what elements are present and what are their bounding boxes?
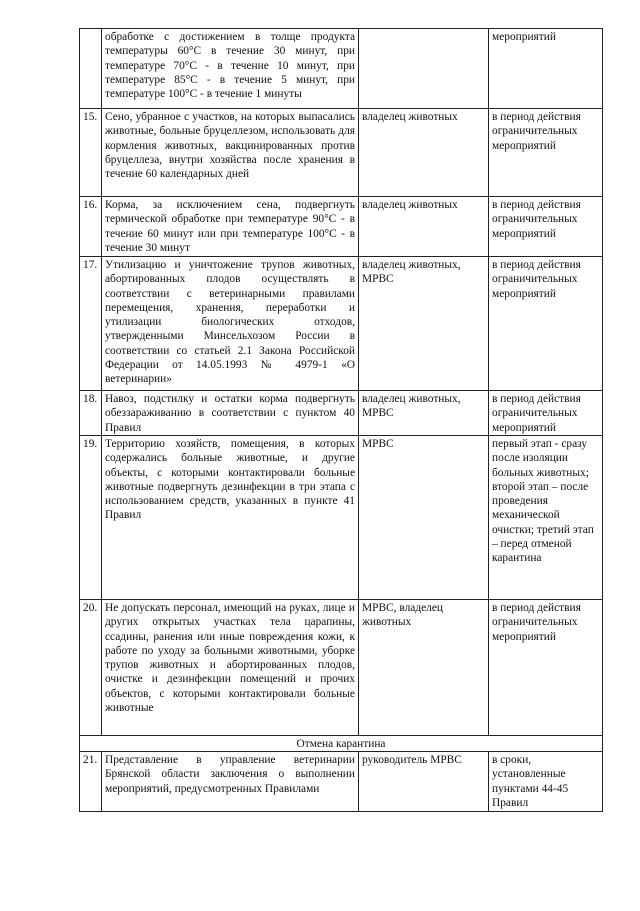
row-deadline: в период действия ограничительных мероприятий	[489, 109, 603, 197]
row-number: 18.	[80, 391, 102, 436]
row-action: Корма, за исключением сена, подвергнуть термической обработке при температуре 90°C - в течение 60 минут или при температуре 100°C - в течение 30 минут	[102, 197, 359, 257]
row-responsible	[359, 29, 489, 109]
row-responsible: руководитель МРВС	[359, 752, 489, 812]
row-responsible: владелец животных, МРВС	[359, 257, 489, 391]
measures-table	[79, 28, 603, 812]
row-action: Навоз, подстилку и остатки корма подвергнуть обеззараживанию в соответствии с пунктом 40 Правил	[102, 391, 359, 436]
row-deadline: в период действия ограничительных мероприятий	[489, 257, 603, 391]
table-row	[80, 600, 603, 736]
row-deadline: первый этап - сразу после изоляции больных животных; второй этап – после проведения механической очистки; третий этап – перед отменой карантина	[489, 436, 603, 600]
section-title: Отмена карантина	[80, 736, 603, 752]
row-action: Сено, убранное с участков, на которых выпасались животные, больные бруцеллезом, использовать для кормления животных, вакцинированных против бруцеллеза, внутри хозяйства после хранения в течение 60 календарных дней	[102, 109, 359, 197]
row-deadline: в период действия ограничительных мероприятий	[489, 391, 603, 436]
row-number: 16.	[80, 197, 102, 257]
row-action: Представление в управление ветеринарии Брянской области заключения о выполнении мероприятий, предусмотренных Правилами	[102, 752, 359, 812]
row-deadline: в сроки, установленные пунктами 44-45 Правил	[489, 752, 603, 812]
row-responsible: владелец животных, МРВС	[359, 391, 489, 436]
row-action: обработке с достижением в толще продукта температуры 60°C в течение 30 минут, при температуре 70°C - в течение 10 минут, при температуре 85°C - в течение 5 минут, при температуре 100°C - в течение 1 минуты	[102, 29, 359, 109]
row-number	[80, 29, 102, 109]
row-deadline: в период действия ограничительных мероприятий	[489, 600, 603, 736]
row-number: 19.	[80, 436, 102, 600]
row-responsible: владелец животных	[359, 109, 489, 197]
row-action: Утилизацию и уничтожение трупов животных, абортированных плодов осуществлять в соответствии с ветеринарными правилами перемещения, хранения, переработки и утилизации биологических отходов, утвержденными Минсельхозом России в соответствии со статьей 2.1 Закона Российской Федерации от 14.05.1993 № 4979-1 «О ветеринарии»	[102, 257, 359, 391]
table-row	[80, 29, 603, 109]
table-row	[80, 257, 603, 391]
row-responsible: МРВС	[359, 436, 489, 600]
section-row	[80, 736, 603, 752]
row-action: Территорию хозяйств, помещения, в которых содержались больные животные, и другие объекты, с которыми контактировали больные животные подвергнуть дезинфекции в три этапа с использованием средств, указанных в пункте 41 Правил	[102, 436, 359, 600]
row-action: Не допускать персонал, имеющий на руках, лице и других открытых участках тела царапины, ссадины, ранения или иные повреждения кожи, к работе по уходу за больными животными, уборке трупов животных и абортированных плодов, очистке и дезинфекции помещений и прочих объектов, с которыми контактировали больные животные	[102, 600, 359, 736]
row-number: 17.	[80, 257, 102, 391]
row-deadline: мероприятий	[489, 29, 603, 109]
row-number: 15.	[80, 109, 102, 197]
table-row	[80, 109, 603, 197]
table-row	[80, 391, 603, 436]
table-row	[80, 436, 603, 600]
row-deadline: в период действия ограничительных мероприятий	[489, 197, 603, 257]
row-responsible: МРВС, владелец животных	[359, 600, 489, 736]
table-row	[80, 752, 603, 812]
row-number: 21.	[80, 752, 102, 812]
row-number: 20.	[80, 600, 102, 736]
row-responsible: владелец животных	[359, 197, 489, 257]
table-row	[80, 197, 603, 257]
